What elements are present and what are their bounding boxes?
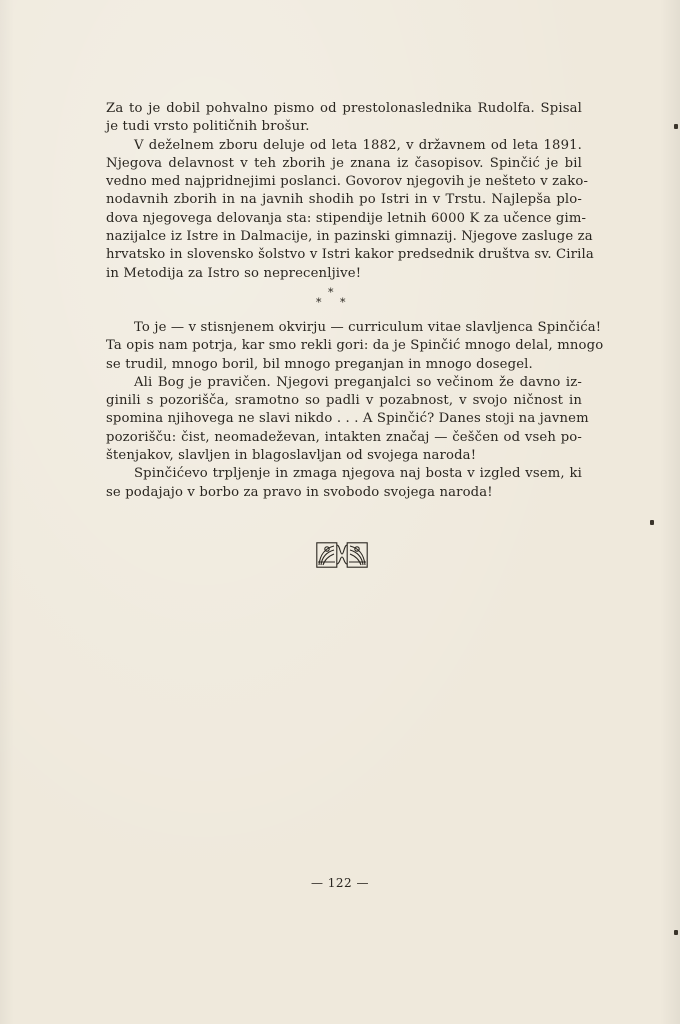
page-text xyxy=(106,100,604,502)
edge-mark xyxy=(650,520,654,525)
text-line: nazijalce iz Istre in Dalmacije, in pazinski gimnazij. Njegove zasluge za xyxy=(106,229,593,245)
text-line: hrvatsko in slovensko šolstvo v Istri kakor predsednik društva sv. Cirila xyxy=(106,247,594,263)
text-line: pozorišču: čist, neomadeževan, intakten značaj — češčen od vseh po- xyxy=(106,429,582,445)
edge-mark xyxy=(674,124,678,129)
text-line: in Metodija za Istro so neprecenljive! xyxy=(106,265,362,281)
edge-mark xyxy=(674,930,678,935)
asterism-star: * xyxy=(328,285,334,299)
text-line: dova njegovega delovanja sta: stipendije letnih 6000 K za učence gim- xyxy=(106,210,587,226)
text-line: To je — v stisnjenem okvirju — curriculum vitae slavljenca Spinčića! xyxy=(134,319,602,335)
asterism xyxy=(106,283,582,319)
text-line: Njegova delavnost v teh zborih je znana iz časopisov. Spinčić je bil xyxy=(106,155,582,171)
text-line: Ali Bog je pravičen. Njegovi preganjalci so večinom že davno iz- xyxy=(134,374,582,390)
text-line: se podajajo v borbo za pravo in svobodo svojega naroda! xyxy=(106,484,493,500)
text-line: je tudi vrsto političnih brošur. xyxy=(106,119,310,135)
page-number: — 122 — xyxy=(310,876,370,890)
text-line: štenjakov, slavljen in blagoslavljan od svojega naroda! xyxy=(106,448,477,464)
text-line: Za to je dobil pohvalno pismo od prestolonaslednika Rudolfa. Spisal xyxy=(106,101,582,116)
asterism-star: * xyxy=(340,295,346,309)
art-nouveau-vignette-icon xyxy=(316,542,368,568)
text-line: Spinčićevo trpljenje in zmaga njegova naj bosta v izgled vsem, ki xyxy=(134,466,582,482)
text-line: ginili s pozorišča, sramotno so padli v pozabnost, v svojo ničnost in xyxy=(106,393,582,409)
text-line: spomina njihovega ne slavi nikdo . . . A Spinčić? Danes stoji na javnem xyxy=(106,411,589,427)
text-line: nodavnih zborih in na javnih shodih po Istri in v Trstu. Najlepša plo- xyxy=(106,192,582,208)
text-line: V deželnem zboru deluje od leta 1882, v državnem od leta 1891. xyxy=(134,137,582,153)
text-line: vedno med najpridnejimi poslanci. Govorov njegovih je nešteto v zako- xyxy=(106,174,589,190)
asterism-star: * xyxy=(316,295,322,309)
text-line: Ta opis nam potrja, kar smo rekli gori: da je Spinčić mnogo delal, mnogo xyxy=(106,338,604,354)
text-line: se trudil, mnogo boril, bil mnogo preganjan in mnogo dosegel. xyxy=(106,356,533,372)
